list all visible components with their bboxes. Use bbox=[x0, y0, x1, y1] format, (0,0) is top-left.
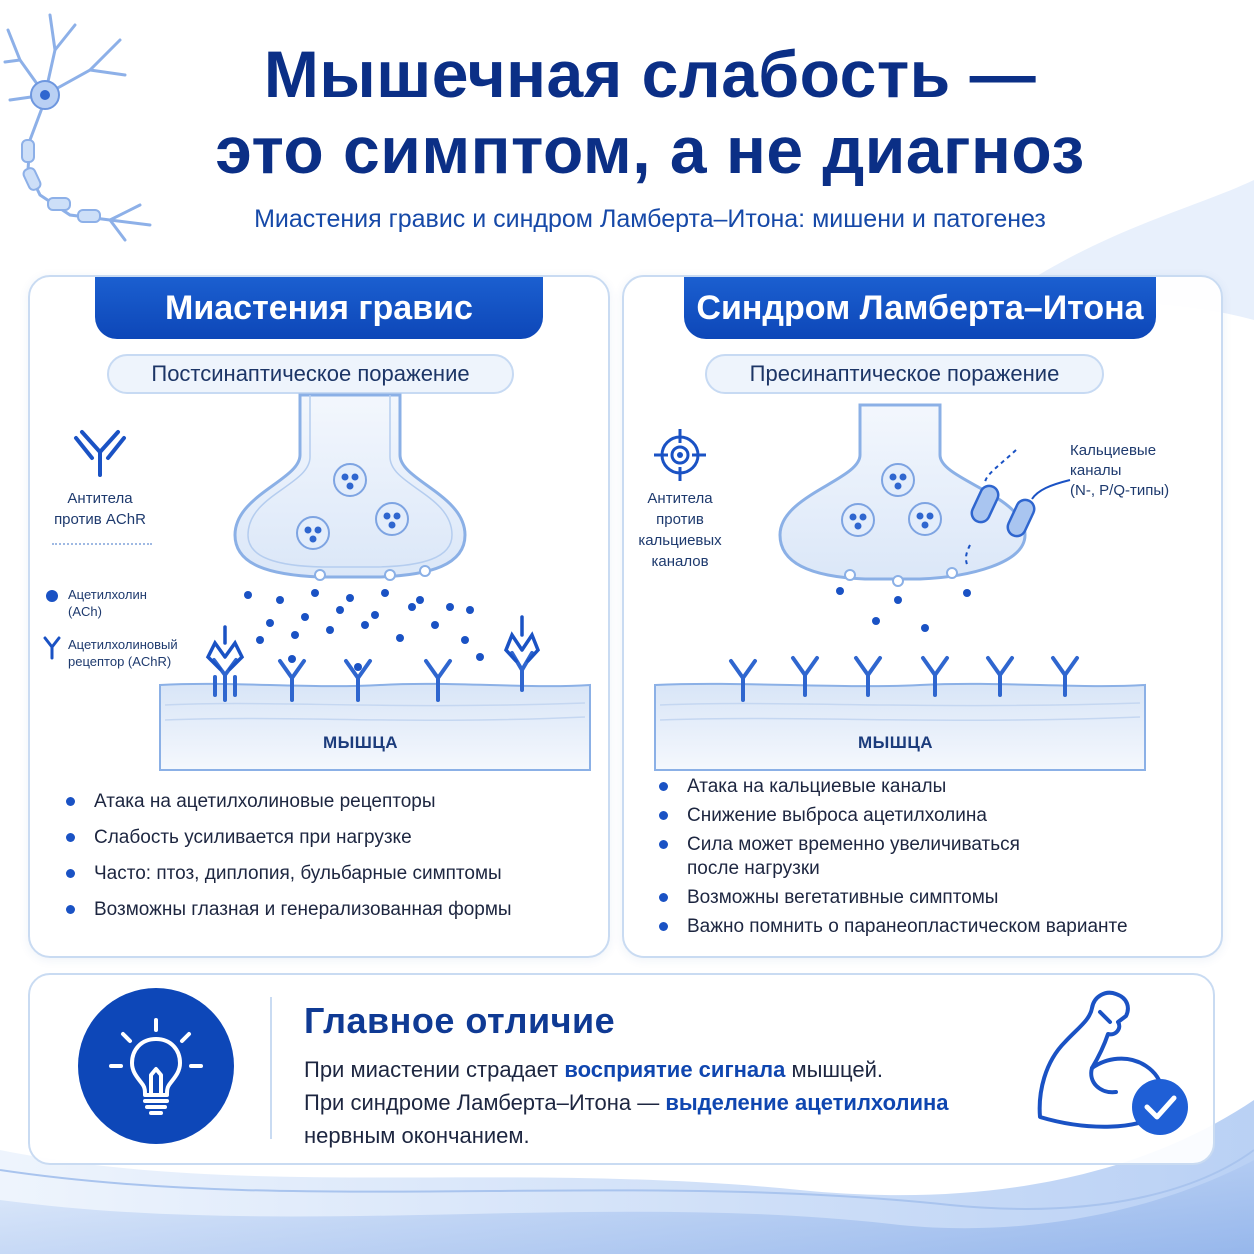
receptor-legend-icon bbox=[42, 636, 62, 660]
title-line-1: Мышечная слабость — bbox=[263, 37, 1037, 111]
lambert-eaton-synapse-diagram bbox=[640, 395, 1160, 775]
receptor-label: Ацетилхолиновый рецептор (AChR) bbox=[68, 637, 178, 669]
key-difference-title: Главное отличие bbox=[304, 1000, 616, 1041]
page-subtitle: Миастения гравис и синдром Ламберта–Итона: мишени и патогенез bbox=[254, 205, 1046, 233]
legend-divider bbox=[52, 543, 152, 545]
title-line-2: это симптом, а не диагноз bbox=[215, 113, 1085, 187]
myasthenia-bullets bbox=[64, 790, 584, 934]
muscle-fiber bbox=[655, 684, 1145, 770]
list-item: Возможны глазная и генерализованная формы bbox=[64, 898, 584, 922]
antibody-icon bbox=[72, 420, 128, 480]
myasthenia-header: Миастения гравис bbox=[95, 277, 543, 339]
muscle-label-left: МЫШЦА bbox=[323, 733, 399, 752]
lightbulb-icon bbox=[77, 987, 235, 1145]
lambert-eaton-bullets bbox=[657, 775, 1197, 944]
myasthenia-synapse-diagram bbox=[150, 395, 600, 775]
lambert-eaton-header: Синдром Ламберта–Итона bbox=[684, 277, 1156, 339]
presynaptic-lesion-pill: Пресинаптическое поражение bbox=[705, 354, 1104, 394]
list-item: Сила может временно увеличиваться после нагрузки bbox=[657, 833, 1027, 881]
acetylcholine-molecules bbox=[244, 589, 484, 661]
postsynaptic-lesion-pill: Постсинаптическое поражение bbox=[107, 354, 514, 394]
muscle-label-right: МЫШЦА bbox=[858, 733, 934, 752]
bottom-divider bbox=[270, 997, 272, 1139]
acetylcholine-molecules bbox=[836, 587, 971, 632]
list-item: Важно помнить о паранеопластическом варианте bbox=[657, 915, 1197, 939]
antibody-achr-label: Антитела против AChR bbox=[54, 490, 146, 528]
ach-legend-dot bbox=[46, 590, 58, 602]
flexed-arm-icon bbox=[1030, 982, 1195, 1142]
key-difference-text: При миастении страдает восприятие сигнала мышцей. При синдроме Ламберта–Итона — выделение ацетилхолина нервным окончанием. bbox=[304, 1057, 949, 1148]
page-title bbox=[60, 36, 1240, 188]
list-item: Атака на кальциевые каналы bbox=[657, 775, 1197, 799]
antibody-vgcc-label: Антитела против кальциевых каналов bbox=[638, 490, 722, 570]
ach-label: Ацетилхолин (ACh) bbox=[68, 587, 147, 619]
list-item: Слабость усиливается при нагрузке bbox=[64, 826, 584, 850]
list-item: Возможны вегетативные симптомы bbox=[657, 886, 1197, 910]
list-item: Часто: птоз, диплопия, бульбарные симптомы bbox=[64, 862, 584, 886]
calcium-channel-label: Кальциевые каналы (N-, P/Q-типы) bbox=[1070, 442, 1170, 499]
list-item: Атака на ацетилхолиновые рецепторы bbox=[64, 790, 584, 814]
list-item: Снижение выброса ацетилхолина bbox=[657, 804, 1197, 828]
